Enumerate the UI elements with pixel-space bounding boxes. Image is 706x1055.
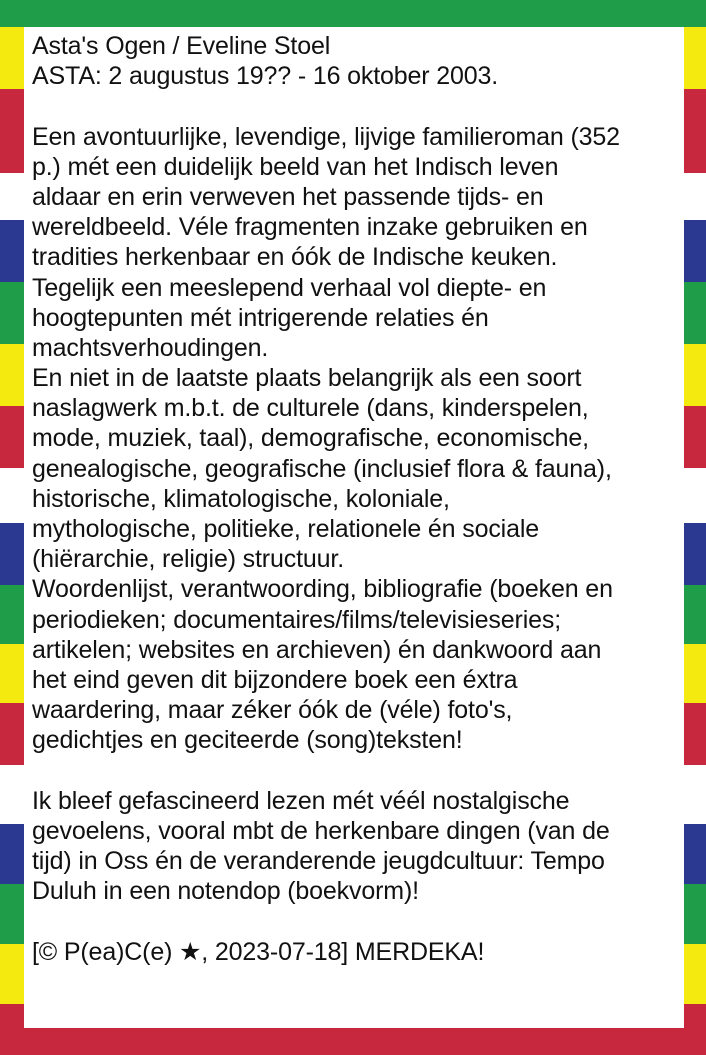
text-line: mythologische, politieke, relationele én sociale bbox=[32, 515, 539, 543]
text-line: het eind geven dit bijzondere boek een éxtra bbox=[32, 665, 518, 694]
text-line: (hiërarchie, religie) structuur. bbox=[32, 545, 344, 574]
review-panel bbox=[24, 27, 684, 1028]
text-line: genealogische, geografische (inclusief flora & fauna), bbox=[32, 454, 612, 483]
text-line: p.) mét een duidelijk beeld van het Indisch leven bbox=[32, 152, 559, 181]
text-line: Tegelijk een meeslepend verhaal vol diepte- en bbox=[32, 273, 547, 302]
text-line: mode, muziek, taal), demografische, economische, bbox=[32, 424, 589, 453]
text-line: Ik bleef gefascineerd lezen mét véél nostalgische bbox=[32, 786, 570, 815]
book-title-line: Asta's Ogen / Eveline Stoel bbox=[32, 32, 331, 60]
stripe-green bbox=[0, 0, 706, 27]
text-line: waardering, maar zéker óók de (véle) foto's, bbox=[32, 696, 513, 725]
review-text bbox=[32, 31, 676, 967]
review-paragraph-main bbox=[32, 122, 676, 756]
text-line: artikelen; websites en archieven) én dankwoord aan bbox=[32, 635, 602, 664]
text-line: tradities herkenbaar en óók de Indische keuken. bbox=[32, 243, 558, 272]
text-line: machtsverhoudingen. bbox=[32, 333, 269, 362]
paragraph-gap bbox=[32, 906, 676, 936]
text-line: En niet in de laatste plaats belangrijk als een soort bbox=[32, 364, 582, 393]
text-line: historische, klimatologische, koloniale, bbox=[32, 484, 450, 513]
text-line: Woordenlijst, verantwoording, bibliografie (boeken en bbox=[32, 575, 613, 604]
paragraph-gap bbox=[32, 91, 676, 121]
review-paragraph-closing bbox=[32, 786, 676, 907]
text-line: tijd) in Oss én de veranderende jeugdcultuur: Tempo bbox=[32, 847, 605, 876]
text-line: Duluh in een notendop (boekvorm)! bbox=[32, 877, 419, 906]
text-line: gevoelens, vooral mbt de herkenbare dingen (van de bbox=[32, 816, 610, 845]
text-line: periodieken; documentaires/films/televisieseries; bbox=[32, 605, 562, 634]
text-line: hoogtepunten mét intrigerende relaties én bbox=[32, 303, 489, 332]
text-line: aldaar en erin verweven het passende tijds- en bbox=[32, 182, 544, 211]
text-line: Een avontuurlijke, levendige, lijvige familieroman (352 bbox=[32, 122, 620, 151]
text-line: gedichtjes en geciteerde (song)teksten! bbox=[32, 726, 463, 755]
book-dates-line: ASTA: 2 augustus 19?? - 16 oktober 2003. bbox=[32, 62, 499, 91]
text-line: wereldbeeld. Véle fragmenten inzake gebruiken en bbox=[32, 213, 588, 242]
paragraph-gap bbox=[32, 756, 676, 786]
signature-line: [© P(ea)C(e) ★, 2023-07-18] MERDEKA! bbox=[32, 937, 485, 966]
text-line: naslagwerk m.b.t. de culturele (dans, kinderspelen, bbox=[32, 394, 589, 423]
